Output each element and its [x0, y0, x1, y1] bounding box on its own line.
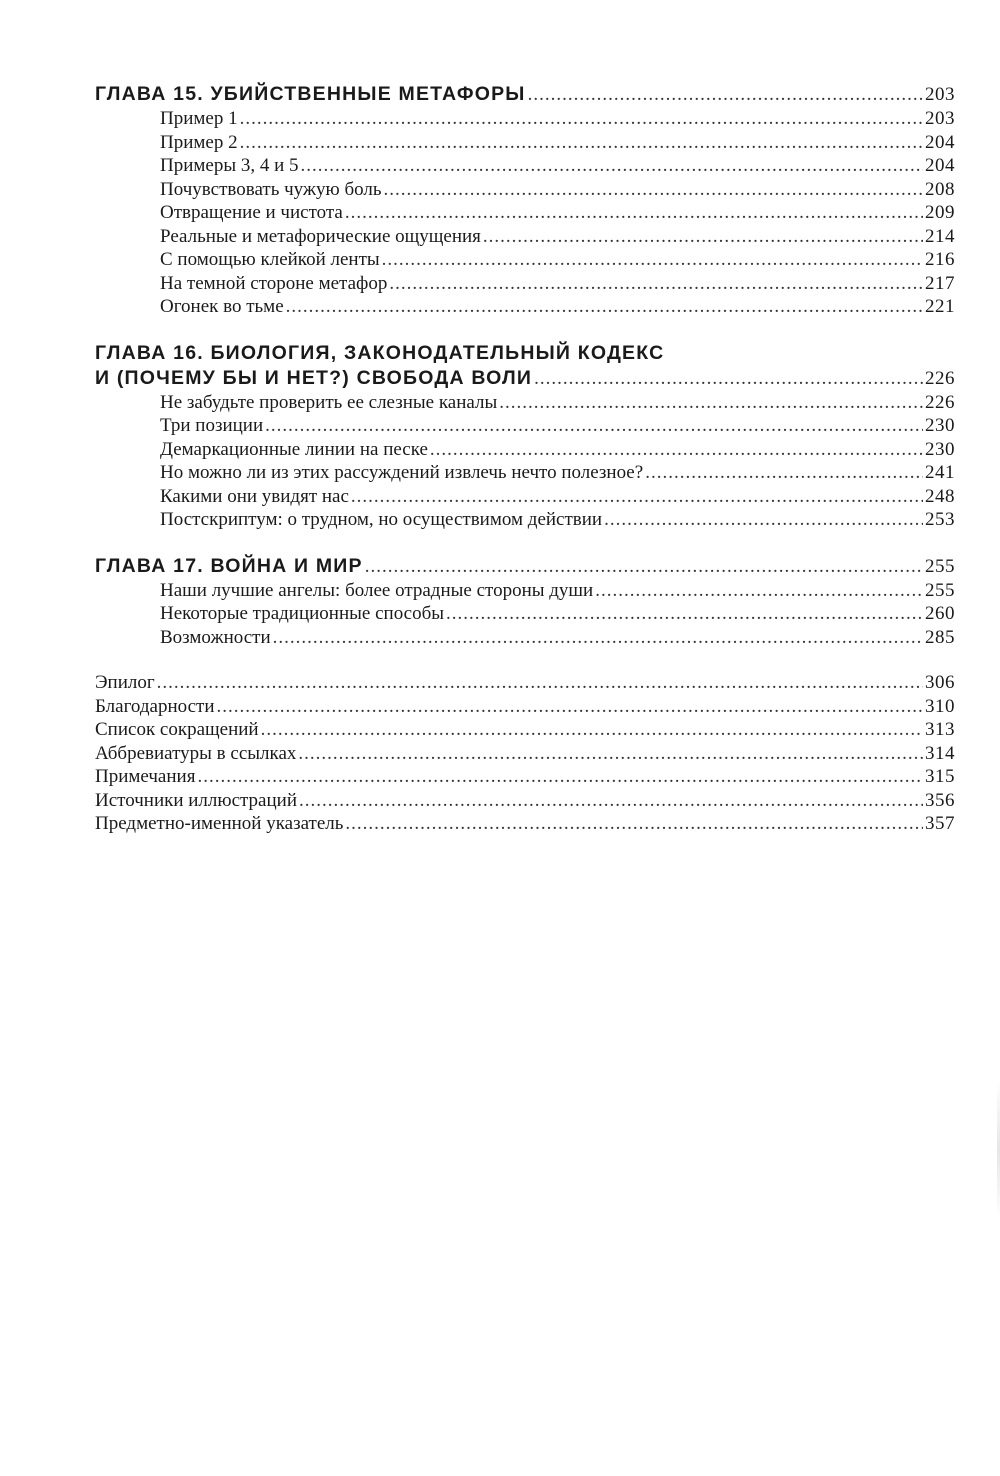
- subsection-entry[interactable]: [95, 295, 955, 319]
- page-number: 203: [925, 84, 955, 105]
- chapter-title-line[interactable]: ГЛАВА 16. БИОЛОГИЯ, ЗАКОНОДАТЕЛЬНЫЙ КОДЕКС: [95, 341, 665, 364]
- subsection-title: Но можно ли из этих рассуждений извлечь нечто полезное?: [160, 462, 644, 483]
- entry-title: Список сокращений: [95, 719, 259, 740]
- subsection-title: Не забудьте проверить ее слезные каналы: [160, 391, 498, 413]
- page-number: 310: [925, 695, 955, 717]
- page-number: 203: [925, 108, 955, 129]
- dot-leader: [157, 671, 923, 695]
- dot-leader: [345, 812, 923, 836]
- subsection-entry[interactable]: [95, 602, 955, 626]
- subsection-title: Демаркационные линии на песке: [160, 438, 428, 460]
- subsection-title: С помощью клейкой ленты: [160, 249, 380, 270]
- subsection-entry[interactable]: [95, 485, 955, 509]
- dot-leader: [595, 579, 923, 603]
- page-number: 226: [925, 391, 955, 413]
- dot-leader: [645, 461, 923, 485]
- dot-leader: [528, 82, 923, 107]
- subsection-title: Примеры 3, 4 и 5: [160, 155, 299, 176]
- back-matter-entry[interactable]: [95, 671, 955, 695]
- page-number: 241: [925, 462, 955, 483]
- page-number: 221: [925, 296, 955, 317]
- subsection-entry[interactable]: [95, 201, 955, 225]
- chapter-15-section: [95, 82, 955, 319]
- page-number: 306: [925, 672, 955, 693]
- page-number: 315: [925, 766, 955, 787]
- subsection-title: Огонек во тьме: [160, 296, 284, 317]
- chapter-16-section: [95, 341, 955, 532]
- entry-title: Благодарности: [95, 695, 215, 717]
- dot-leader: [217, 695, 924, 719]
- dot-leader: [430, 438, 923, 462]
- subsection-entry[interactable]: [95, 438, 955, 462]
- page-number: 314: [925, 742, 955, 764]
- entry-title: Примечания: [95, 766, 196, 787]
- chapter-entry[interactable]: [95, 554, 955, 579]
- entry-title: Аббревиатуры в ссылках: [95, 742, 297, 764]
- subsection-title: Пример 2: [160, 131, 238, 153]
- subsection-title: Наши лучшие ангелы: более отрадные стороны души: [160, 579, 594, 601]
- dot-leader: [534, 366, 923, 391]
- dot-leader: [240, 131, 923, 155]
- chapter-title: И (ПОЧЕМУ БЫ И НЕТ?) СВОБОДА ВОЛИ: [95, 366, 533, 389]
- dot-leader: [197, 765, 923, 789]
- page-number: 217: [925, 272, 955, 294]
- subsection-entry[interactable]: [95, 248, 955, 272]
- subsection-entry[interactable]: [95, 154, 955, 178]
- subsection-entry[interactable]: [95, 272, 955, 296]
- subsection-entry[interactable]: [95, 131, 955, 155]
- page-number: 230: [925, 415, 955, 436]
- subsection-entry[interactable]: [95, 461, 955, 485]
- dot-leader: [299, 789, 923, 813]
- entry-title: Источники иллюстраций: [95, 789, 297, 811]
- chapter-entry[interactable]: [95, 82, 955, 107]
- dot-leader: [384, 178, 923, 202]
- subsection-title: Возможности: [160, 626, 271, 648]
- subsection-title: Отвращение и чистота: [160, 202, 343, 223]
- page-number: 230: [925, 438, 955, 460]
- subsection-title: Три позиции: [160, 415, 264, 436]
- dot-leader: [345, 201, 923, 225]
- subsection-entry[interactable]: [95, 391, 955, 415]
- page-number: 357: [925, 813, 955, 834]
- back-matter-entry[interactable]: [95, 718, 955, 742]
- back-matter-entry[interactable]: [95, 765, 955, 789]
- back-matter-entry[interactable]: [95, 695, 955, 719]
- dot-leader: [382, 248, 923, 272]
- entry-title: Эпилог: [95, 672, 155, 693]
- entry-title: Предметно-именной указатель: [95, 813, 344, 834]
- page-number: 209: [925, 202, 955, 223]
- subsection-title: Постскриптум: о трудном, но осуществимом действии: [160, 509, 603, 530]
- dot-leader: [446, 602, 923, 626]
- dot-leader: [483, 225, 923, 249]
- page-number: 208: [925, 178, 955, 200]
- subsection-entry[interactable]: [95, 508, 955, 532]
- subsection-title: Реальные и метафорические ощущения: [160, 225, 481, 247]
- page-number: 253: [925, 509, 955, 530]
- subsection-title: Почувствовать чужую боль: [160, 178, 382, 200]
- page-number: 216: [925, 249, 955, 270]
- page-number: 204: [925, 155, 955, 176]
- dot-leader: [499, 391, 923, 415]
- chapter-title: ГЛАВА 15. УБИЙСТВЕННЫЕ МЕТАФОРЫ: [95, 83, 526, 105]
- dot-leader: [286, 295, 923, 319]
- chapter-title: ГЛАВА 17. ВОЙНА И МИР: [95, 554, 363, 577]
- back-matter-entry[interactable]: [95, 742, 955, 766]
- subsection-title: Пример 1: [160, 108, 238, 129]
- dot-leader: [604, 508, 923, 532]
- back-matter-entry[interactable]: [95, 789, 955, 813]
- dot-leader: [273, 626, 923, 650]
- back-matter-entry[interactable]: [95, 812, 955, 836]
- subsection-entry[interactable]: [95, 579, 955, 603]
- dot-leader: [351, 485, 923, 509]
- page-number: 204: [925, 131, 955, 153]
- chapter-entry[interactable]: [95, 366, 955, 391]
- subsection-entry[interactable]: [95, 414, 955, 438]
- dot-leader: [261, 718, 923, 742]
- table-of-contents: [95, 82, 955, 836]
- dot-leader: [365, 554, 923, 579]
- dot-leader: [301, 154, 923, 178]
- subsection-title: Некоторые традиционные способы: [160, 603, 445, 624]
- dot-leader: [265, 414, 923, 438]
- page-number: 255: [925, 555, 955, 577]
- page-number: 214: [925, 225, 955, 247]
- page-number: 260: [925, 603, 955, 624]
- dot-leader: [240, 107, 923, 131]
- page-number: 285: [925, 626, 955, 648]
- subsection-entry[interactable]: [95, 225, 955, 249]
- dot-leader: [298, 742, 923, 766]
- subsection-entry[interactable]: [95, 107, 955, 131]
- chapter-17-section: [95, 554, 955, 650]
- page-number: 248: [925, 485, 955, 507]
- page-number: 356: [925, 789, 955, 811]
- subsection-title: На темной стороне метафор: [160, 272, 388, 294]
- subsection-entry[interactable]: [95, 626, 955, 650]
- page-number: 255: [925, 579, 955, 601]
- page-number: 226: [925, 367, 955, 389]
- subsection-entry[interactable]: [95, 178, 955, 202]
- back-matter-section: [95, 671, 955, 836]
- subsection-title: Какими они увидят нас: [160, 485, 349, 507]
- page-number: 313: [925, 719, 955, 740]
- dot-leader: [389, 272, 923, 296]
